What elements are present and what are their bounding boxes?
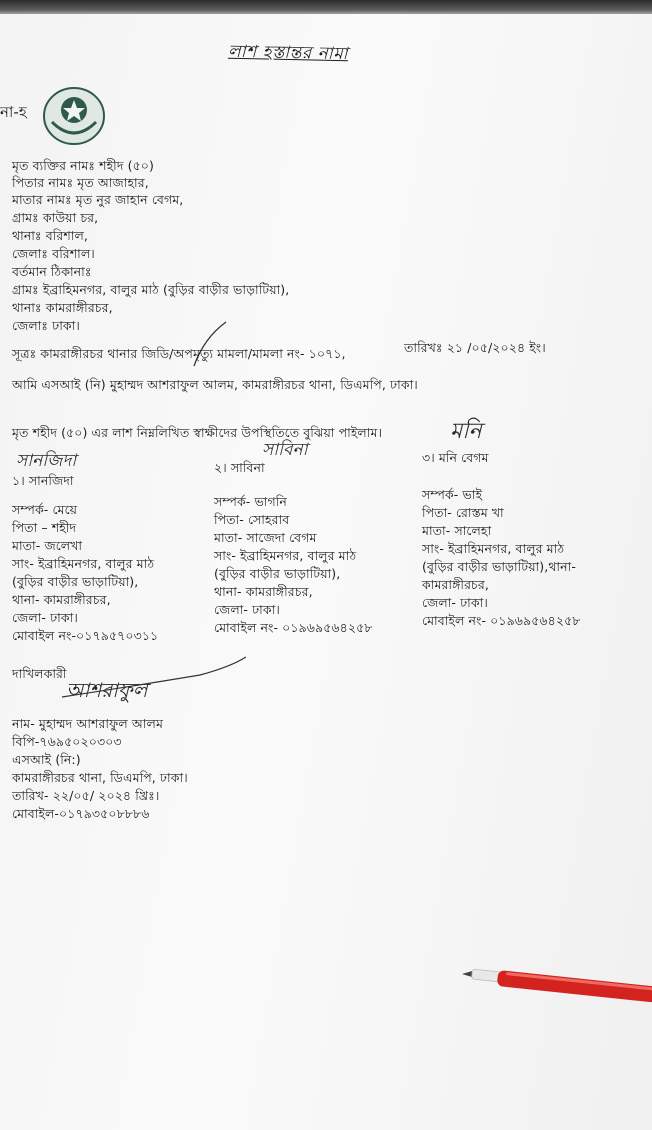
witness-1-thana: থানা- কামরাঙ্গীরচর,: [12, 592, 111, 607]
pen-stroke-mark: [190, 318, 230, 370]
submitter-name: নাম- মুহাম্মদ আশরাফুল আলম: [12, 716, 164, 731]
deceased-district: জেলাঃ বরিশাল।: [12, 246, 95, 261]
cut-edge-text: না-হ: [0, 103, 27, 121]
witness-2-mobile: মোবাইল নং- ০১৯৬৯৫৬৪২৫৮: [214, 620, 373, 635]
witness-1-tenant: (বুড়ির বাড়ীর ভাড়াটিয়া),: [12, 574, 139, 589]
witness-3-thana-cont: কামরাঙ্গীরচর,: [422, 577, 489, 592]
document-title: লাশ হস্তান্তর নামা: [227, 41, 349, 65]
witness-2-tenant: (বুড়ির বাড়ীর ভাড়াটিয়া),: [214, 566, 341, 581]
deceased-village: গ্রামঃ কাউয়া চর,: [12, 210, 99, 225]
deceased-name: মৃত ব্যক্তির নামঃ শহীদ (৫০): [12, 158, 154, 173]
present-thana: থানাঃ কামরাঙ্গীরচর,: [12, 300, 113, 315]
deceased-thana: থানাঃ বরিশাল,: [12, 228, 88, 243]
witness-3-signature: মনি: [450, 419, 482, 444]
witness-2-relation: সম্পর্ক- ভাগনি: [214, 494, 287, 509]
present-village: গ্রামঃ ইব্রাহিমনগর, বালুর মাঠ (বুড়ির বাড়ীর ভাড়াটিয়া),: [12, 282, 290, 297]
witness-2-father: পিতা- সোহরাব: [214, 512, 290, 527]
witness-2-village: সাং- ইব্রাহিমনগর, বালুর মাঠ: [214, 548, 357, 563]
deceased-father: পিতার নামঃ মৃত আজাহার,: [12, 175, 149, 190]
witness-3-mobile: মোবাইল নং- ০১৯৬৯৫৬৪২৫৮: [422, 613, 581, 628]
witness-2-signature: সাবিনা: [262, 440, 308, 460]
witness-2-district: জেলা- ঢাকা।: [214, 602, 280, 617]
submitter-signature: আশরাফুল: [66, 678, 148, 702]
police-emblem-logo: [38, 82, 110, 154]
witness-1-relation: সম্পর্ক- মেয়ে: [12, 502, 78, 517]
witness-1-mobile: মোবাইল নং-০১৭৯৫৭০৩১১: [12, 628, 159, 643]
source-date: তারিখঃ ২১ /০৫/২০২৪ ইং।: [404, 340, 546, 355]
present-address-label: বর্তমান ঠিকানাঃ: [12, 264, 92, 279]
submitter-mobile: মোবাইল-০১৭৯৩৫০৮৮৮৬: [12, 806, 150, 821]
submitter-date: তারিখ- ২২/০৫/ ২০২৪ খ্রিঃ।: [12, 788, 160, 803]
deceased-mother: মাতার নামঃ মৃত নুর জাহান বেগম,: [12, 192, 184, 207]
witness-3-relation: সম্পর্ক- ভাই: [422, 487, 483, 502]
statement-line: মৃত শহীদ (৫০) এর লাশ নিম্নলিখিত স্বাক্ষীদের উপস্থিতিতে বুঝিয়া পাইলাম।: [12, 425, 383, 440]
submitter-label: দাখিলকারী: [12, 666, 67, 681]
witness-1-mother: মাতা- জলেখা: [12, 538, 83, 553]
officer-line: আমি এসআই (নি) মুহাম্মদ আশরাফুল আলম, কামরাঙ্গীরচর থানা, ডিএমপি, ঢাকা।: [12, 377, 418, 392]
present-district: জেলাঃ ঢাকা।: [12, 318, 80, 333]
witness-3-district: জেলা- ঢাকা।: [422, 595, 488, 610]
red-pen: [460, 960, 652, 1010]
witness-3-mother: মাতা- সালেহা: [422, 523, 492, 538]
witness-2-thana: থানা- কামরাঙ্গীরচর,: [214, 584, 313, 599]
witness-1-signature: সানজিদা: [16, 451, 77, 471]
witness-3-village: সাং- ইব্রাহিমনগর, বালুর মাঠ: [422, 541, 565, 556]
witness-2-name: ২। সাবিনা: [214, 460, 265, 475]
witness-1-village: সাং- ইব্রাহিমনগর, বালুর মাঠ: [12, 556, 155, 571]
submitter-rank: এসআই (নি:): [12, 752, 81, 767]
witness-3-tenant: (বুড়ির বাড়ীর ভাড়াটিয়া),থানা-: [422, 559, 576, 574]
witness-1-name: ১। সানজিদা: [12, 473, 74, 488]
witness-3-name: ৩। মনি বেগম: [422, 450, 489, 465]
witness-1-district: জেলা- ঢাকা।: [12, 610, 78, 625]
witness-2-mother: মাতা- সাজেদা বেগম: [214, 530, 317, 545]
source-line: সূত্রঃ কামরাঙ্গীরচর থানার জিডি/অপমৃত্যু মামলা/মামলা নং- ১০৭১,: [12, 346, 346, 361]
witness-3-father: পিতা- রোস্তম খা: [422, 505, 504, 520]
signature-flourish: [60, 655, 250, 705]
submitter-station: কামরাঙ্গীরচর থানা, ডিএমপি, ঢাকা।: [12, 770, 188, 785]
submitter-bp: বিপি-৭৬৯৫০২০৩০৩: [12, 734, 122, 749]
witness-1-father: পিতা – শহীদ: [12, 520, 77, 535]
